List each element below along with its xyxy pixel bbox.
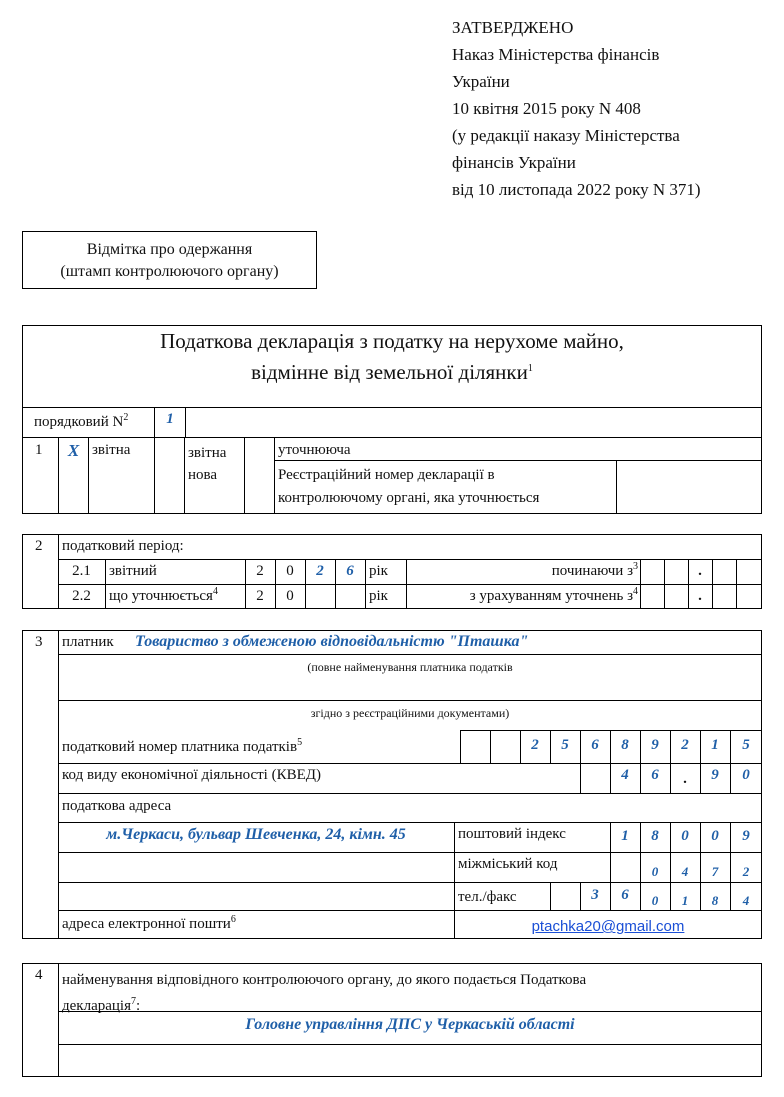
reg-number-label: Реєстраційний номер декларації в контролюючому органі, яка уточнюється [278,467,540,506]
year-digit[interactable]: 6 [346,563,354,579]
tax-id-digit[interactable]: 1 [711,737,719,753]
approval-line: України [452,72,510,91]
declaration-title [22,326,762,388]
area-code-digit[interactable]: 4 [681,864,689,879]
reporting-label: звітна [92,442,131,458]
since-date-cell[interactable] [737,560,761,584]
year-digit[interactable]: 2 [256,563,264,579]
date-separator: . [698,563,702,579]
title-line-2: відмінне від земельної ділянки [251,360,528,384]
year-digit[interactable] [336,585,365,608]
approval-line: 10 квітня 2015 року N 408 [452,99,641,118]
stamp-line-2: (штамп контролюючого органу) [60,263,279,280]
approval-line: фінансів України [452,153,576,172]
year-digit[interactable]: 0 [286,563,294,579]
phone-digit[interactable]: 6 [621,887,629,903]
date-separator: . [698,588,702,604]
section-1-number: 1 [35,442,43,458]
authority-field[interactable]: Головне управління ДПС у Черкаській області [245,1016,575,1033]
approval-line: від 10 листопада 2022 року N 371) [452,180,701,199]
payer-name-field[interactable]: Товариство з обмеженою відповідальністю "Пташка" [135,633,529,650]
since-date-cell[interactable] [713,585,736,608]
authority-label: найменування відповідного контролюючого органу, до якого подається Податкова декларація$^7$: [62,972,587,1014]
payer-hint-2: згідно з реєстраційними документами) [310,706,510,720]
tax-id-digit[interactable]: 2 [531,737,539,753]
tax-id-digit[interactable]: 5 [561,737,569,753]
since-date-cell[interactable] [665,585,688,608]
year-label: рік [369,563,388,579]
email-label: адреса електронної пошти [62,916,231,932]
email-link[interactable]: ptachka20@gmail.com [531,918,685,935]
phone-digit[interactable]: 4 [742,893,750,908]
section-4-number: 4 [35,967,43,983]
postal-digit[interactable]: 0 [681,828,689,844]
payer-hint-1: (повне найменування платника податків [307,660,513,674]
phone-digit[interactable]: 3 [591,887,599,903]
stamp-line-1: Відмітка про одержання [86,241,253,258]
area-code-digit[interactable]: 2 [742,864,750,879]
postal-index-label: поштовий індекс [458,826,566,842]
tax-id-digit[interactable]: 2 [681,737,689,753]
since-date-cell[interactable] [737,585,761,608]
serial-number-field[interactable]: 1 [166,411,174,427]
approval-line: ЗАТВЕРДЖЕНО [452,18,574,37]
tax-id-digit[interactable]: 9 [651,737,659,753]
area-code-digit[interactable]: 0 [651,864,659,879]
since-date-cell[interactable] [713,560,736,584]
approval-block [452,14,772,203]
payer-label: платник [62,634,114,650]
year-digit[interactable]: 2 [256,588,264,604]
tax-period-label: податковий період: [62,538,184,554]
serial-number-label: порядковий N [34,414,124,430]
phone-digit[interactable]: 1 [681,893,689,908]
receipt-stamp-box [22,231,317,289]
kved-digit[interactable]: 4 [621,767,629,783]
approval-line: Наказ Міністерства фінансів [452,45,660,64]
clarifying-checkbox[interactable] [245,438,274,513]
since-date-cell[interactable] [665,560,688,584]
title-line-1: Податкова декларація з податку на нерухоме майно, [160,329,624,353]
address-field[interactable]: м.Черкаси, бульвар Шевченка, 24, кімн. 45 [106,826,406,843]
area-code-label: міжміський код [458,856,558,872]
new-reporting-checkbox[interactable] [155,438,184,513]
postal-digit[interactable]: 9 [742,828,750,844]
year-label: рік [369,588,388,604]
year-digit[interactable] [306,585,335,608]
year-digit[interactable]: 0 [286,588,294,604]
reporting-checkbox[interactable]: X [67,441,80,460]
tax-id-digit[interactable]: 6 [591,737,599,753]
title-footnote: 1 [527,363,533,374]
tax-id-label: податковий номер платника податків [62,739,298,755]
row-2-2-label: що уточнюється [109,588,213,604]
kved-digit[interactable]: 9 [711,767,719,783]
year-digit[interactable]: 2 [316,563,324,579]
tax-id-digit[interactable]: 5 [742,737,750,753]
phone-digit[interactable]: 0 [651,893,659,908]
section-2-number: 2 [35,538,43,554]
postal-digit[interactable]: 0 [711,828,719,844]
postal-digit[interactable]: 8 [651,828,659,844]
tax-id-digit[interactable]: 8 [621,737,629,753]
reg-number-field[interactable] [617,461,761,513]
since-date-cell[interactable] [641,560,664,584]
address-label: податкова адреса [62,798,172,814]
serial-footnote: 2 [123,412,129,423]
section-3-number: 3 [35,634,43,650]
phone-label: тел./факс [458,889,517,905]
since-date-cell[interactable] [641,585,664,608]
kved-digit[interactable]: 0 [742,767,750,783]
postal-digit[interactable]: 1 [621,828,629,844]
new-reporting-label: звітна нова [188,445,227,483]
since-label: починаючи $з^3$ [551,561,638,579]
authority-extra-field[interactable] [59,1045,761,1076]
area-code-digit[interactable]: 7 [711,864,719,879]
clarifying-label: уточнююча [278,442,351,458]
kved-label: код виду економічної діяльності (КВЕД) [62,767,321,783]
row-2-1-number: 2.1 [72,563,91,579]
kved-separator: . [683,771,687,787]
kved-digit[interactable]: 6 [651,767,659,783]
clarified-since-label: з урахуванням уточнень $з^4$ [469,586,638,604]
phone-digit[interactable]: 8 [711,893,719,908]
approval-line: (у редакції наказу Міністерства [452,126,680,145]
row-2-2-number: 2.2 [72,588,91,604]
row-2-1-label: звітний [109,563,157,579]
